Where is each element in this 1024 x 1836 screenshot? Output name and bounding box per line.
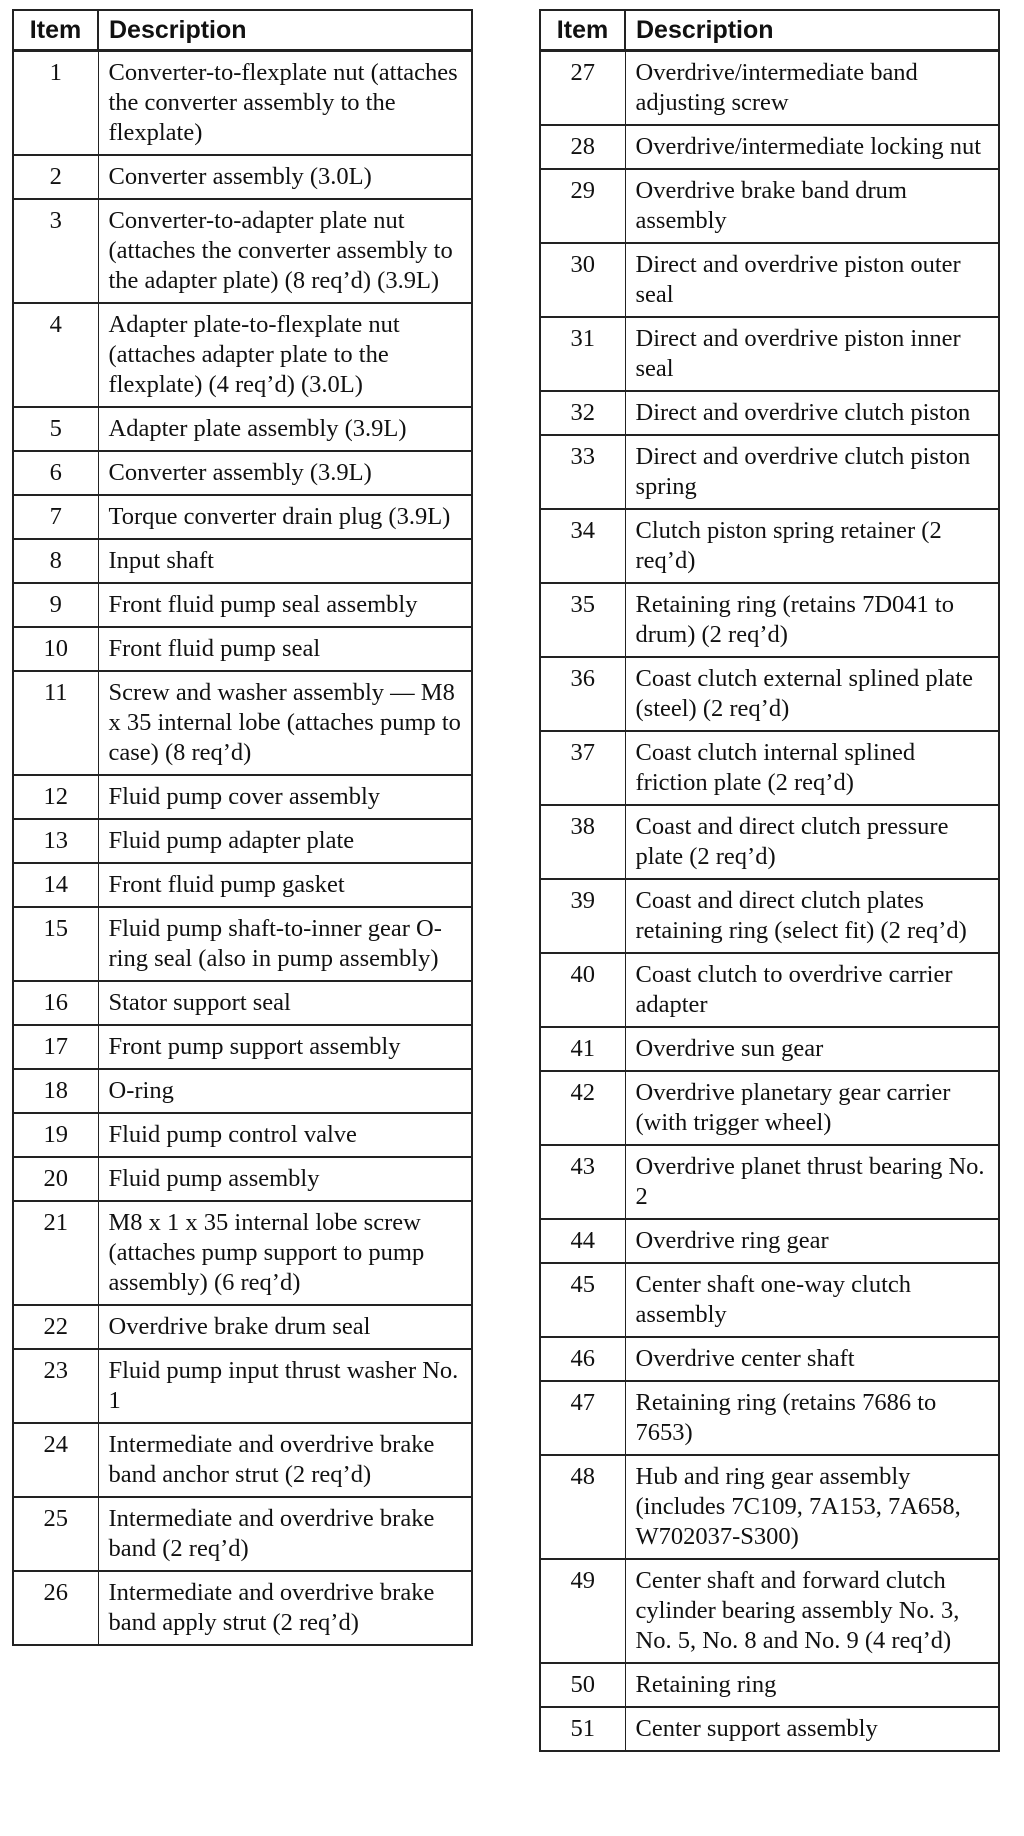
item-number: 24 — [13, 1423, 98, 1497]
table-row — [540, 1381, 999, 1455]
item-description: O-ring — [98, 1069, 472, 1113]
table-row — [540, 1707, 999, 1751]
item-number: 5 — [13, 407, 98, 451]
table-row — [13, 863, 472, 907]
item-number: 22 — [13, 1305, 98, 1349]
table-row — [540, 731, 999, 805]
item-description: Torque converter drain plug (3.9L) — [98, 495, 472, 539]
item-description: Clutch piston spring retainer (2 req’d) — [625, 509, 999, 583]
item-description: Stator support seal — [98, 981, 472, 1025]
table-row — [540, 169, 999, 243]
item-number: 19 — [13, 1113, 98, 1157]
table-row — [540, 1663, 999, 1707]
item-number: 37 — [540, 731, 625, 805]
table-row — [540, 1219, 999, 1263]
table-row — [13, 1349, 472, 1423]
description-column-header: Description — [98, 10, 472, 51]
item-number: 12 — [13, 775, 98, 819]
table-row — [540, 953, 999, 1027]
table-row — [540, 1337, 999, 1381]
table-row — [13, 981, 472, 1025]
item-description: Converter assembly (3.0L) — [98, 155, 472, 199]
item-number: 29 — [540, 169, 625, 243]
parts-table-right — [539, 9, 1000, 1752]
table-row — [540, 1145, 999, 1219]
item-description: Converter assembly (3.9L) — [98, 451, 472, 495]
table-row — [13, 1571, 472, 1645]
item-description: Adapter plate-to-flexplate nut (attaches adapter plate to the flexplate) (4 req’d) (3.0L) — [98, 303, 472, 407]
item-number: 35 — [540, 583, 625, 657]
table-row — [13, 907, 472, 981]
item-description: Coast and direct clutch plates retaining ring (select fit) (2 req’d) — [625, 879, 999, 953]
table-row — [13, 199, 472, 303]
table-row — [13, 1423, 472, 1497]
item-description: Overdrive planetary gear carrier (with trigger wheel) — [625, 1071, 999, 1145]
item-number: 33 — [540, 435, 625, 509]
item-description: Converter-to-flexplate nut (attaches the converter assembly to the flexplate) — [98, 51, 472, 156]
item-number: 34 — [540, 509, 625, 583]
table-row — [540, 391, 999, 435]
item-number: 17 — [13, 1025, 98, 1069]
table-row — [13, 495, 472, 539]
item-number: 1 — [13, 51, 98, 156]
item-description: Overdrive center shaft — [625, 1337, 999, 1381]
table-row — [540, 879, 999, 953]
item-description: Retaining ring — [625, 1663, 999, 1707]
item-description: Overdrive/intermediate band adjusting screw — [625, 51, 999, 126]
item-number: 43 — [540, 1145, 625, 1219]
item-number: 48 — [540, 1455, 625, 1559]
item-number: 10 — [13, 627, 98, 671]
item-number: 16 — [13, 981, 98, 1025]
item-number: 26 — [13, 1571, 98, 1645]
item-description: Front fluid pump seal — [98, 627, 472, 671]
table-row — [13, 1157, 472, 1201]
table-row — [540, 1559, 999, 1663]
header-row — [540, 10, 999, 51]
table-row — [13, 671, 472, 775]
item-number: 27 — [540, 51, 625, 126]
table-row — [13, 583, 472, 627]
item-description: Overdrive/intermediate locking nut — [625, 125, 999, 169]
table-row — [540, 805, 999, 879]
item-description: Overdrive sun gear — [625, 1027, 999, 1071]
item-description: Screw and washer assembly — M8 x 35 internal lobe (attaches pump to case) (8 req’d) — [98, 671, 472, 775]
table-row — [13, 303, 472, 407]
item-description: M8 x 1 x 35 internal lobe screw (attaches pump support to pump assembly) (6 req’d) — [98, 1201, 472, 1305]
item-description: Intermediate and overdrive brake band (2 req’d) — [98, 1497, 472, 1571]
item-description: Fluid pump shaft-to-inner gear O-ring seal (also in pump assembly) — [98, 907, 472, 981]
item-description: Direct and overdrive clutch piston — [625, 391, 999, 435]
table-row — [13, 627, 472, 671]
item-number: 40 — [540, 953, 625, 1027]
table-row — [13, 155, 472, 199]
item-number: 14 — [13, 863, 98, 907]
item-description: Hub and ring gear assembly (includes 7C109, 7A153, 7A658, W702037-S300) — [625, 1455, 999, 1559]
item-number: 9 — [13, 583, 98, 627]
table-row — [540, 657, 999, 731]
table-row — [540, 1263, 999, 1337]
table-row — [540, 243, 999, 317]
description-column-header: Description — [625, 10, 999, 51]
item-description: Intermediate and overdrive brake band anchor strut (2 req’d) — [98, 1423, 472, 1497]
table-row — [13, 1201, 472, 1305]
item-description: Coast clutch internal splined friction plate (2 req’d) — [625, 731, 999, 805]
item-description: Overdrive planet thrust bearing No. 2 — [625, 1145, 999, 1219]
item-number: 6 — [13, 451, 98, 495]
table-row — [13, 451, 472, 495]
item-description: Coast and direct clutch pressure plate (2 req’d) — [625, 805, 999, 879]
item-column-header: Item — [13, 10, 98, 51]
item-number: 44 — [540, 1219, 625, 1263]
item-description: Retaining ring (retains 7D041 to drum) (2 req’d) — [625, 583, 999, 657]
table-row — [13, 1305, 472, 1349]
table-row — [540, 583, 999, 657]
item-number: 51 — [540, 1707, 625, 1751]
table-row — [540, 1455, 999, 1559]
table-row — [13, 1113, 472, 1157]
table-row — [540, 1027, 999, 1071]
table-row — [13, 539, 472, 583]
item-number: 31 — [540, 317, 625, 391]
table-row — [13, 775, 472, 819]
item-description: Fluid pump adapter plate — [98, 819, 472, 863]
item-description: Direct and overdrive piston inner seal — [625, 317, 999, 391]
table-row — [540, 317, 999, 391]
item-description: Front pump support assembly — [98, 1025, 472, 1069]
item-description: Center shaft and forward clutch cylinder bearing assembly No. 3, No. 5, No. 8 and No. 9 (4 req’d) — [625, 1559, 999, 1663]
item-number: 30 — [540, 243, 625, 317]
item-description: Input shaft — [98, 539, 472, 583]
item-description: Front fluid pump gasket — [98, 863, 472, 907]
table-row — [13, 51, 472, 156]
item-number: 8 — [13, 539, 98, 583]
item-number: 18 — [13, 1069, 98, 1113]
item-description: Fluid pump cover assembly — [98, 775, 472, 819]
item-description: Direct and overdrive clutch piston spring — [625, 435, 999, 509]
item-number: 50 — [540, 1663, 625, 1707]
item-description: Retaining ring (retains 7686 to 7653) — [625, 1381, 999, 1455]
item-number: 20 — [13, 1157, 98, 1201]
parts-table-left — [12, 9, 473, 1646]
item-description: Fluid pump assembly — [98, 1157, 472, 1201]
item-description: Adapter plate assembly (3.9L) — [98, 407, 472, 451]
item-description: Coast clutch external splined plate (steel) (2 req’d) — [625, 657, 999, 731]
item-description: Center shaft one-way clutch assembly — [625, 1263, 999, 1337]
item-number: 49 — [540, 1559, 625, 1663]
table-row — [540, 509, 999, 583]
table-row — [13, 1025, 472, 1069]
item-number: 28 — [540, 125, 625, 169]
item-number: 39 — [540, 879, 625, 953]
item-number: 7 — [13, 495, 98, 539]
item-number: 15 — [13, 907, 98, 981]
item-description: Overdrive ring gear — [625, 1219, 999, 1263]
item-description: Converter-to-adapter plate nut (attaches the converter assembly to the adapter plate) (8 req’d) (3.9L) — [98, 199, 472, 303]
item-description: Overdrive brake band drum assembly — [625, 169, 999, 243]
item-description: Intermediate and overdrive brake band apply strut (2 req’d) — [98, 1571, 472, 1645]
header-row — [13, 10, 472, 51]
item-number: 21 — [13, 1201, 98, 1305]
item-number: 38 — [540, 805, 625, 879]
table-row — [540, 125, 999, 169]
item-number: 13 — [13, 819, 98, 863]
item-description: Front fluid pump seal assembly — [98, 583, 472, 627]
item-number: 3 — [13, 199, 98, 303]
table-row — [13, 1069, 472, 1113]
item-column-header: Item — [540, 10, 625, 51]
item-description: Coast clutch to overdrive carrier adapter — [625, 953, 999, 1027]
item-number: 11 — [13, 671, 98, 775]
item-number: 32 — [540, 391, 625, 435]
item-description: Center support assembly — [625, 1707, 999, 1751]
item-description: Direct and overdrive piston outer seal — [625, 243, 999, 317]
table-row — [13, 407, 472, 451]
table-row — [13, 1497, 472, 1571]
item-number: 45 — [540, 1263, 625, 1337]
item-number: 4 — [13, 303, 98, 407]
item-number: 36 — [540, 657, 625, 731]
item-number: 46 — [540, 1337, 625, 1381]
item-description: Fluid pump control valve — [98, 1113, 472, 1157]
item-number: 23 — [13, 1349, 98, 1423]
table-row — [540, 435, 999, 509]
item-number: 42 — [540, 1071, 625, 1145]
item-number: 25 — [13, 1497, 98, 1571]
item-description: Fluid pump input thrust washer No. 1 — [98, 1349, 472, 1423]
item-description: Overdrive brake drum seal — [98, 1305, 472, 1349]
table-row — [540, 1071, 999, 1145]
item-number: 41 — [540, 1027, 625, 1071]
item-number: 2 — [13, 155, 98, 199]
table-row — [540, 51, 999, 126]
table-row — [13, 819, 472, 863]
item-number: 47 — [540, 1381, 625, 1455]
